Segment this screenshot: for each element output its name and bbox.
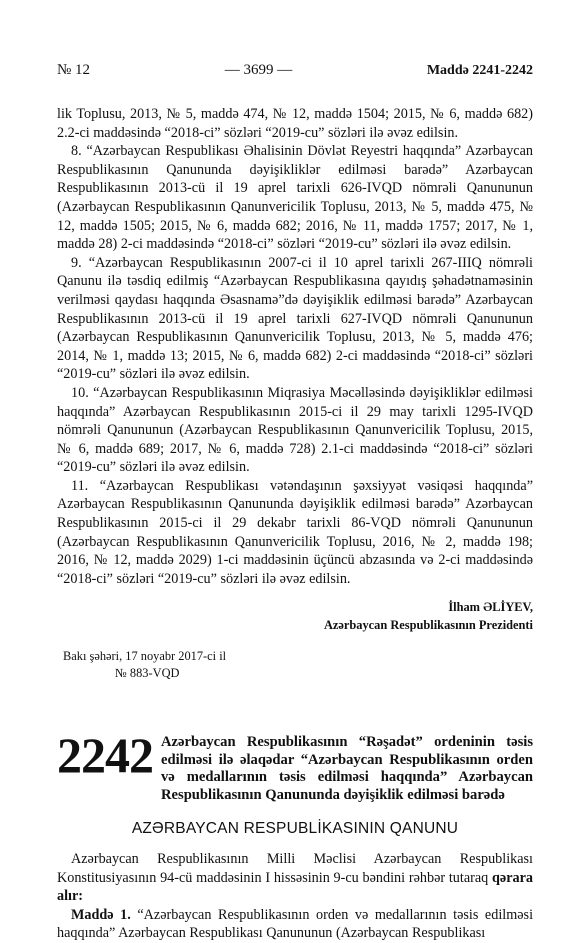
law-number: № 883-VQD <box>115 666 180 681</box>
section-heading: AZƏRBAYCAN RESPUBLİKASININ QANUNU <box>131 820 459 838</box>
paragraph-item-10: 10. “Azərbaycan Respublikasının Miqrasiya Məcəlləsində dəyişikliklər edilməsi haqqında” Azərbaycan Respublikasının 2015-ci il 29 may tarixli 1295-IVQD nömrəli Qanununun (Azərbaycan Respublikasının Qanunvericilik Toplusu, 2015, № 6, maddə 689; 2017, № 6, maddə 728) 2.1-ci maddəsində “2018-ci” sözləri “2019-cu” sözləri ilə əvəz edilsin. <box>57 384 533 476</box>
law-title: Azərbaycan Respublikasının “Rəşadət” ordeninin təsis edilməsi ilə əlaqədar “Azərbaycan Respublikasının orden və medallarının təsis edilməsi haqqında” Azərbaycan Respublikasının Qanununda dəyişiklik edilməsi barədə <box>161 734 533 803</box>
article-1 <box>57 906 533 943</box>
paragraph-item-8: 8. “Azərbaycan Respublikası Əhalisinin Dövlət Reyestri haqqında” Azərbaycan Respublikasının Qanununda dəyişikliklər edilməsi barədə” Azərbaycan Respublikasının 2013-cü il 19 aprel tarixli 626-IVQD nömrəli Qanununun (Azərbaycan Respublikasının Qanunvericilik Toplusu, 2013, № 5, maddə 475, № 12, maddə 1505; 2015, № 6, maddə 682; 2016, № 11, maddə 1757; 2017, № 1, maddə 28) 2-ci maddəsində “2018-ci” sözləri “2019-cu” sözləri ilə əvəz edilsin. <box>57 143 533 253</box>
place-date-block <box>57 648 533 682</box>
article-label: Maddə 1. <box>71 906 131 923</box>
law-heading <box>57 727 533 804</box>
page-header <box>57 62 533 79</box>
preamble-text: Azərbaycan Respublikasının Milli Məclisi Azərbaycan Respublikası Konstitusiyasının 94-cü maddəsinin I hissəsinin 9-cu bəndini rəhbər tutaraq <box>57 851 533 886</box>
article-range: Maddə 2241-2242 <box>426 63 533 78</box>
preamble-decision: qərara alır: <box>57 869 533 905</box>
signature-block <box>57 598 533 634</box>
article-text: “Azərbaycan Respublikasının orden və medallarının təsis edilməsi haqqında” Azərbaycan Respublikası Qanununun (Azərbaycan Respublikası <box>57 906 534 942</box>
document-page <box>57 62 533 943</box>
paragraph-item-9: 9. “Azərbaycan Respublikasının 2007-ci il 10 aprel tarixli 267-IIIQ nömrəli Qanunu ilə təsdiq edilmiş “Azərbaycan Respublikasına qayıdış şəhadətnaməsinin verilməsi qaydası haqqında Əsasnamə”də dəyişiklik edilməsi barədə” Azərbaycan Respublikasının 2013-cü il 19 aprel tarixli 627-IVQD nömrəli Qanununun (Azərbaycan Respublikasının Qanunvericilik Toplusu, 2013, № 5, maddə 476; 2014, № 1, maddə 13; 2015, № 6, maddə 682) 2-ci maddəsində “2018-ci” sözləri “2019-cu” sözləri ilə əvəz edilsin. <box>57 254 533 383</box>
issue-number: № 12 <box>57 62 91 78</box>
paragraph-continuation: lik Toplusu, 2013, № 5, maddə 474, № 12, maddə 1504; 2015, № 6, maddə 682) 2.2-ci maddəsində “2018-ci” sözləri “2019-cu” sözləri ilə əvəz edilsin. <box>57 106 533 141</box>
preamble <box>57 850 533 906</box>
paragraph-item-11: 11. “Azərbaycan Respublikası vətəndaşının şəxsiyyət vəsiqəsi haqqında” Azərbaycan Respublikasının Qanununda dəyişiklik edilməsi barədə” Azərbaycan Respublikasının 2015-ci il 29 dekabr tarixli 86-VQD nömrəli Qanununun (Azərbaycan Respublikasının Qanunvericilik Toplusu, 2016, № 2, maddə 198; 2016, № 12, maddə 2029) 1-ci maddəsinin üçüncü abzasında və 2-ci maddəsində “2018-ci” sözləri “2019-cu” sözləri ilə əvəz edilsin. <box>57 477 533 587</box>
place-date: Bakı şəhəri, 17 noyabr 2017-ci il <box>63 649 227 664</box>
page-number: — 3699 — <box>224 62 293 78</box>
signatory-title: Azərbaycan Respublikasının Prezidenti <box>323 618 533 633</box>
article-number: 2242 <box>57 727 153 784</box>
signatory-name: İlham ƏLİYEV, <box>448 600 533 615</box>
